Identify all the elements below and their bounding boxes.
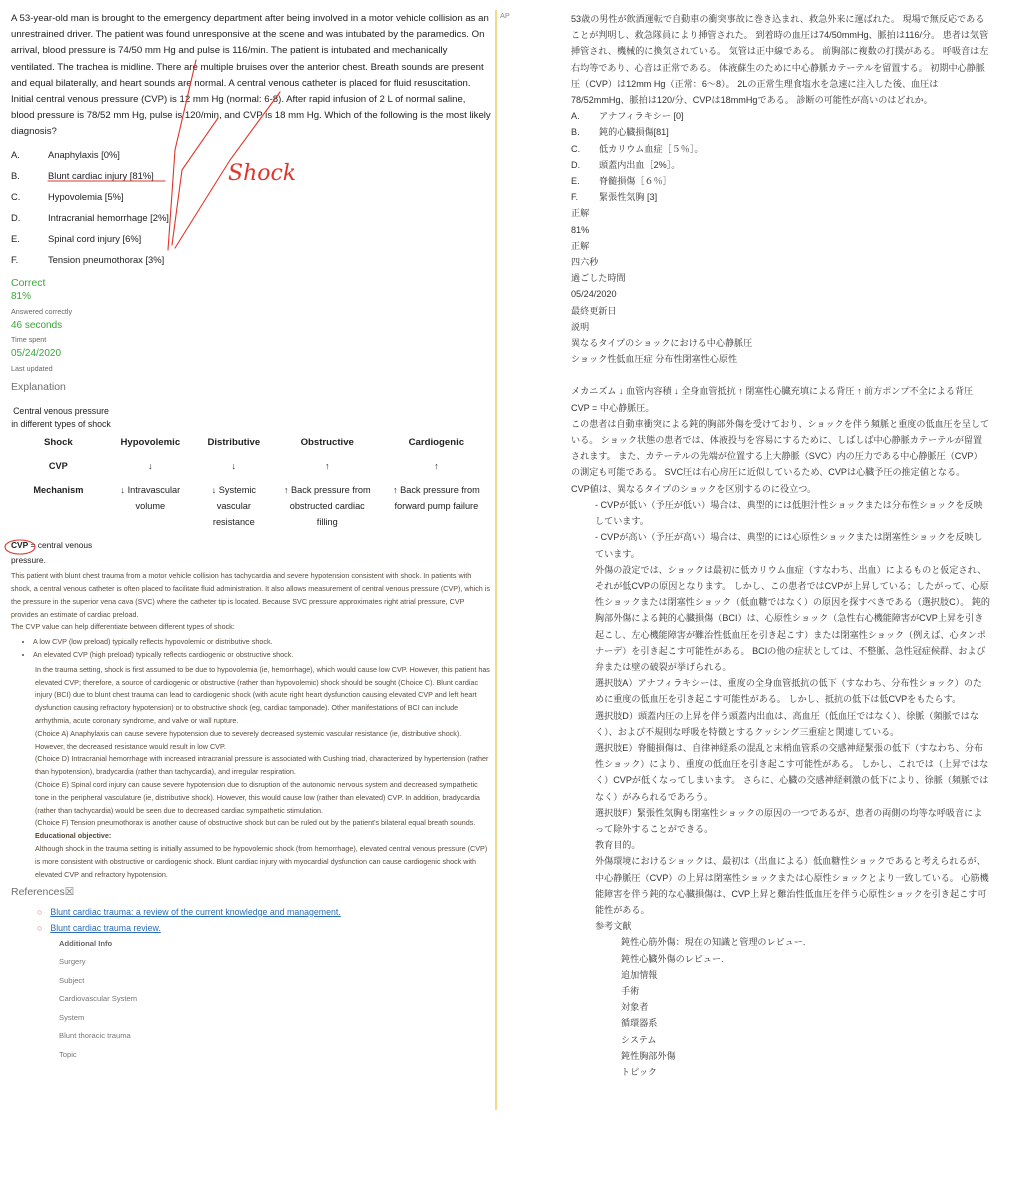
handwritten-note: Shock xyxy=(228,161,297,186)
jp-info: 手術 xyxy=(621,985,640,996)
explanation-body xyxy=(11,570,491,881)
jp-choice-f-expl: 選択肢F）緊張性気胸も閉塞性ショックの原因の一つであるが、患者の両側の均等な呼吸音によって除外することができる。 xyxy=(595,807,983,834)
jp-paragraph: CVP値は、異なるタイプのショックを区別するのに役立つ。 xyxy=(571,483,817,494)
jp-bullet: - CVPが低い（予圧が低い）場合は、典型的には低胆汁性ショックまたは分布性ショックを反映しています。 xyxy=(595,499,983,527)
jp-references-heading: 参考文献 xyxy=(595,921,632,932)
choice-a[interactable]: A. Anaphylaxis [0%] xyxy=(11,149,120,161)
info-label: System xyxy=(59,1012,85,1022)
list-item: • A low CVP (low preload) typically reflects hypovolemic or distributive shock. xyxy=(33,636,491,649)
jp-info: 対象者 xyxy=(621,1002,649,1013)
jp-info: 鈍性胸部外傷 xyxy=(621,1050,676,1061)
references-list xyxy=(37,904,491,936)
jp-reference[interactable]: 鈍性心筋外傷：現在の知識と管理のレビュー. xyxy=(621,937,806,948)
percent-correct: 81% xyxy=(11,291,32,303)
jp-paragraph: この患者は自動車衝突による鈍的胸部外傷を受けており、ショックを伴う頻脈と重度の低血圧を呈している。 ショック状態の患者では、体液投与を容易にするために、しばしば中心静脈カテーテルが留置されます。 また、カテーテルの先端が位置する上大静脈（SVC）内の圧力である中心静脈圧（CVP）の測定も可能である。 SVC圧は右心房圧に近似しているため、CVPは心臓予圧の推定値となる。 xyxy=(571,418,990,478)
stats-block xyxy=(11,276,491,395)
references-heading: References☒ xyxy=(11,886,75,899)
jp-bullet: - CVPが高い（予圧が高い）場合は、典型的には心原性ショックまたは閉塞性ショックを反映しています。 xyxy=(595,532,983,559)
list-item: • An elevated CVP (high preload) typically reflects cardiogenic or obstructive shock. xyxy=(33,649,491,662)
table-header: Obstructive xyxy=(300,436,354,448)
additional-info-heading: Additional Info xyxy=(59,938,113,948)
japanese-column xyxy=(571,11,991,1080)
table-header: Shock xyxy=(43,436,73,448)
cvp-table xyxy=(11,405,491,532)
jp-choice-e-expl: 選択肢E）脊髄損傷は、自律神経系の混乱と末梢血管系の交感神経緊張の低下（すなわち、分布性ショック）により、重度の低血圧を引き起こす可能性がある。 しかし、これでは（上昇ではなく）CVPが低くなってしまいます。 さらに、心臓の交感神経刺激の低下により、徐脈（頻脈ではなく）がみられるであろう。 xyxy=(595,742,989,802)
jp-mechanism: メカニズム ↓ 血管内容積 ↓ 全身血管抵抗 ↑ 閉塞性心臓充填による背圧 ↑ 前方ポンプ不全による背圧 xyxy=(571,386,974,397)
explanation-paragraph: In the trauma setting, shock is first assumed to be due to hypovolemia (ie, hemorrhage), which would cause low CVP. However, this patient has elevated CVP; therefore, a source of cardiogenic or obstructive (rather than hypovolemic) shock should be sought (Choice C). Blunt cardiac injury (BCI) due to blunt chest trauma can lead to cardiogenic shock (with acute right heart dysfunction causing elevated CVP and left heart dysfunction causing refractory hypotension) or to obstructive shock (eg, cardiac tamponade). Other manifestations of BCI can include arrhythmia, acute coronary syndrome, and valve or wall rupture. xyxy=(35,664,490,725)
jp-choice[interactable]: E. 脊髄損傷［６％］ xyxy=(571,176,672,187)
explanation-choice-a: (Choice A) Anaphylaxis can cause severe hypotension due to severely decreased systemic vascular resistance (ie, distributive shock). However, the decreased resistance would result in low CVP. xyxy=(35,728,462,751)
jp-info: 循環器系 xyxy=(621,1018,658,1029)
ap-label: AP xyxy=(500,11,510,20)
table-row: Mechanism ↓ Intravascular volume ↓ Systemic vascular resistance ↑ Back pressure from obstructed cardiac filling ↑ Back pressure from forward pump failure xyxy=(33,485,480,528)
explanation-paragraph: The CVP value can help differentiate between different types of shock: xyxy=(11,622,235,632)
jp-choice-d-expl: 選択肢D）頭蓋内圧の上昇を伴う頭蓋内出血は、高血圧（低血圧ではなく）、徐脈（頻脈ではなく）、および不規則な呼吸を特徴とするクッシング三重症と関連している。 xyxy=(595,710,979,737)
jp-choice[interactable]: D. 頭蓋内出血［2%］。 xyxy=(571,159,681,170)
choice-c[interactable]: C. Hypovolemia [5%] xyxy=(11,191,124,203)
list-item xyxy=(37,920,491,936)
table-header: Cardiogenic xyxy=(408,436,465,448)
explanation-choice-f: (Choice F) Tension pneumothorax is another cause of obstructive shock but can be ruled out by the patient's bilateral equal breath sounds. xyxy=(35,818,476,828)
educational-objective-heading: Educational objective: xyxy=(35,831,112,841)
jp-info: トピック xyxy=(621,1067,658,1077)
info-label: Subject xyxy=(59,975,85,985)
jp-choice[interactable]: C. 低カリウム血症［５％］。 xyxy=(571,143,704,154)
reference-link[interactable]: Blunt cardiac trauma: a review of the current knowledge and management. xyxy=(50,906,341,917)
jp-objective-heading: 教育目的。 xyxy=(595,840,641,851)
bullet-icon: ○ xyxy=(37,906,43,917)
jp-reference[interactable]: 鈍性心臓外傷のレビュー. xyxy=(621,953,724,964)
educational-objective: Although shock in the trauma setting is initially assumed to be hypovolemic shock (from hemorrhage), elevated central venous pressure (CVP) is more consistent with obstructive or cardiogenic shock. Blunt cardiac injury with myocardial dysfunction can cause cardiogenic shock with elevated CVP and refractory hypotension. xyxy=(35,843,488,879)
jp-choice[interactable]: A. アナフィラキシー [0] xyxy=(571,111,684,122)
explanation-paragraph: This patient with blunt chest trauma from a motor vehicle collision has tachycardia and severe hypotension consistent with shock. In patients with shock, a central venous catheter is often placed to facilitate fluid administration. It also allows measurement of central venous pressure (CVP), which is the pressure in the superior vena cava (SVC) where the catheter tip is located. Because SVC pressure approximates right atrial pressure, CVP provides an estimate of cardiac preload. xyxy=(11,571,490,619)
table-title: Central venous pressure in different types of shock xyxy=(11,405,111,429)
list-item xyxy=(37,904,491,920)
explanation-choice-d: (Choice D) Intracranial hemorrhage with increased intracranial pressure is associated with Cushing triad, characterized by hypertension (rather than hypotension), bradycardia (rather than tachycardia), and irregular respiration. xyxy=(35,754,489,777)
explanation-choice-e: (Choice E) Spinal cord injury can cause severe hypotension due to disruption of the autonomic nervous system and decreased sympathetic tone in the peripheral vasculature (ie, distributive shock). However, this would cause low (rather than elevated) CVP. In addition, bradycardia (rather than tachycardia) would be seen due to decreased cardiac sympathetic stimulation. xyxy=(35,779,480,815)
table-row: CVP ↓ ↓ ↑ ↑ xyxy=(48,461,439,472)
choice-b[interactable]: B. Blunt cardiac injury [81%] xyxy=(11,170,154,182)
choice-e[interactable]: E. Spinal cord injury [6%] xyxy=(11,233,142,245)
table-header: Hypovolemic xyxy=(120,436,181,448)
choice-f[interactable]: F. Tension pneumothorax [3%] xyxy=(11,254,165,266)
jp-meta: 正解 81% 正解 四六秒 過ごした時間 05/24/2020 最終更新日 説明 異なるタイプのショックにおける中心静脈圧 ショック性低血圧症 分布性閉塞性心原性 xyxy=(571,208,753,365)
info-label: Topic xyxy=(59,1049,77,1059)
jp-cvp-definition: CVP = 中心静脈圧。 xyxy=(571,402,655,413)
jp-info: システム xyxy=(621,1034,657,1045)
cvp-bullets xyxy=(23,636,491,662)
date-caption: Last updated xyxy=(11,363,53,373)
time-spent: 46 seconds xyxy=(11,319,63,331)
answer-choices xyxy=(11,145,491,271)
jp-choice[interactable]: F. 緊張性気胸 [3] xyxy=(571,192,658,203)
reference-link[interactable]: Blunt cardiac trauma review. xyxy=(50,922,161,933)
info-value: Blunt thoracic trauma xyxy=(59,1031,131,1041)
table-footnote: CVP = central venous pressure. xyxy=(11,540,93,566)
result-label: Correct xyxy=(11,276,46,289)
additional-info xyxy=(59,936,491,1066)
jp-question-stem: 53歳の男性が飲酒運転で自動車の衝突事故に巻き込まれ、救急外来に運ばれた。 現場で無反応であることが判明し、救急隊員により挿管された。 到着時の血圧は74/50mmHg、脈拍は116/分。 患者は気管挿管され、機械的に換気されている。 気管は正中線である。 前胸部に複数の打撲がある。 呼吸音は左右均等であり、心音は正常である。 体液蘇生のために中心静脈カテーテルを留置する。 初期中心静脈圧（CVP）は12mm Hg（正常：6〜8）。 2Lの正常生理食塩水を急速に注入した後、血圧は78/52mmHg、脈拍は120/分、CVPは18mmHgである。 診断の可能性が高いのはどれか。 xyxy=(571,14,989,106)
column-divider xyxy=(495,10,497,1110)
time-caption: Time spent xyxy=(11,335,47,345)
jp-paragraph: 外傷の設定では、ショックは最初に低カリウム血症（すなわち、出血）によるものと仮定され、それが低CVPの原因となります。 しかし、この患者ではCVPが上昇している；したがって、心原性ショックまたは閉塞性ショック（低血糖ではなく）の原因を探すべきである（選択肢C）。 鈍的胸部外傷による鈍的心臓損傷（BCI）は、心原性ショック（急性右心機能障害がCVP上昇を引き起こし、左心機能障害が難治性低血圧を引き起こす）または閉塞性ショック（例えば、心タンポナーデ）を引き起こす可能性がある。 BCIの他の症状としては、不整脈、急性冠症候群、および弁または壁の破裂が挙げられる。 xyxy=(595,564,991,672)
info-value: Cardiovascular System xyxy=(59,994,138,1004)
bullet-icon: ○ xyxy=(37,922,43,933)
jp-objective: 外傷環境におけるショックは、最初は（出血による）低血糖性ショックであると考えられるが、中心静脈圧（CVP）の上昇は閉塞性ショックまたは心原性ショックとより一致している。 心筋機能障害を伴う鈍的な心臓損傷は、CVP上昇と難治性低血圧を伴う心原性ショックを引き起こす可能性がある。 xyxy=(595,856,989,915)
explanation-heading: Explanation xyxy=(11,380,66,393)
jp-choice-a-expl: 選択肢A）アナフィラキシーは、重度の全身血管抵抗の低下（すなわち、分布性ショック）のために重度の低血圧を引き起こす可能性がある。 しかし、抵抗の低下は低CVPをもたらす。 xyxy=(595,678,983,705)
last-updated-date: 05/24/2020 xyxy=(11,348,62,360)
jp-info: 追加情報 xyxy=(621,969,658,980)
question-stem: A 53-year-old man is brought to the emergency department after being involved in a motor vehicle collision as an unrestrained driver. The patient was found unresponsive at the scene and was intubated by the paramedics. On arrival, blood pressure is 74/50 mm Hg and pulse is 116/min. The patient is intubated and mechanically ventilated. The trachea is midline. There are multiple bruises over the anterior chest. Breath sounds are present and equal bilaterally, and heart sounds are normal. A central venous catheter is placed for fluid resuscitation. Initial central venous pressure (CVP) is 12 mm Hg (normal: 6-8). After rapid infusion of 2 L of normal saline, blood pressure is 78/52 mm Hg, pulse is 120/min, and CVP is 18 mm Hg. Which of the following is the most likely diagnosis? xyxy=(11,13,491,138)
info-value: Surgery xyxy=(59,957,86,967)
table-header: Distributive xyxy=(207,436,261,448)
jp-choice[interactable]: B. 鈍的心臓損傷[81] xyxy=(571,127,669,138)
percent-caption: Answered correctly xyxy=(11,306,73,316)
english-column xyxy=(11,11,491,1065)
choice-d[interactable]: D. Intracranial hemorrhage [2%] xyxy=(11,212,169,224)
